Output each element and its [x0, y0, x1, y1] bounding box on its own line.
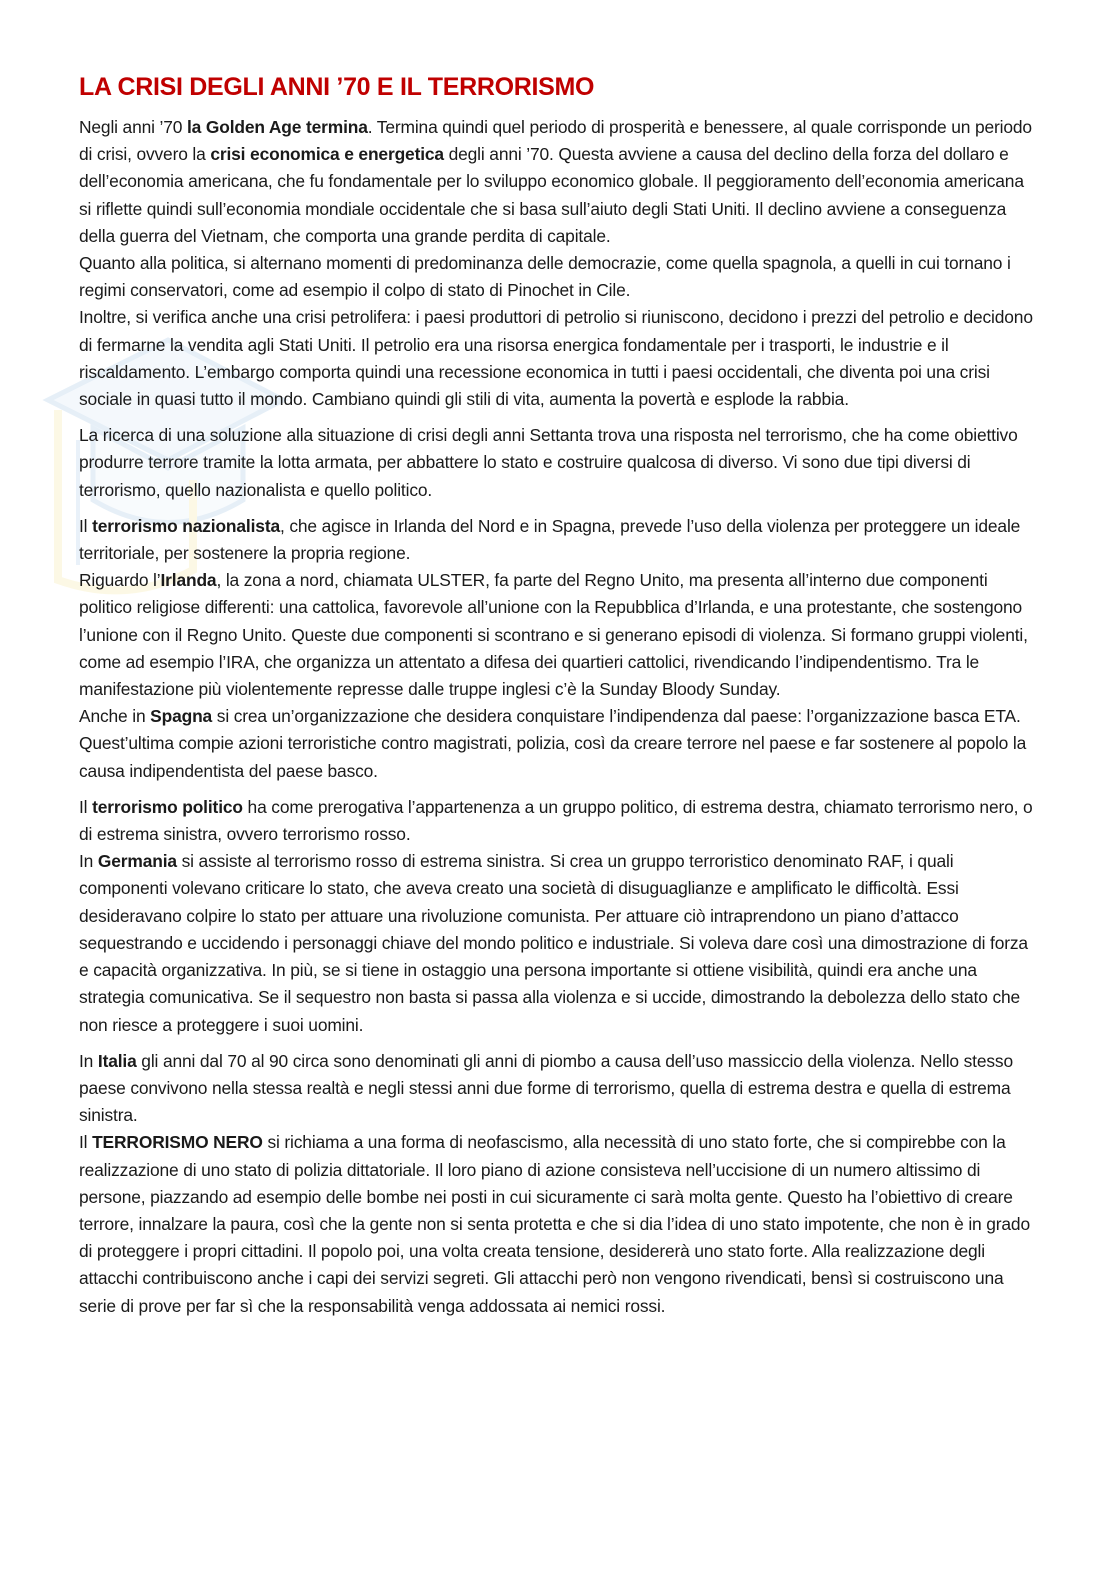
paragraph-terrorismo-nazionalista: Il terrorismo nazionalista, che agisce in Irlanda del Nord e in Spagna, prevede l’uso della violenza per proteggere un ideale territoriale, per sostenere la propria regione. [79, 515, 1021, 564]
bold-crisi-economica: crisi economica e energetica [210, 144, 444, 165]
bold-germania: Germania [97, 851, 177, 872]
bold-irlanda: Irlanda [160, 570, 217, 591]
paragraph-irlanda: Riguardo l’Irlanda, la zona a nord, chiamata ULSTER, fa parte del Regno Unito, ma presenta all’interno due componenti politico religiose differenti: una cattolica, favorevole all’unione con la Repubblica d’Irlanda, e una protestante, che sostengono l’unione con il Regno Unito. Queste due componenti si scontrano e si generano episodi di violenza. Si formano gruppi violenti, come ad esempio l’IRA, che organizza un attentato a difesa dei quartieri cattolici, rivendicando l’indipendentismo. Tra le manifestazione più violentemente represse dalle truppe inglesi c’è la Sunday Bloody Sunday. [79, 570, 1028, 700]
paragraph-italia: In Italia gli anni dal 70 al 90 circa sono denominati gli anni di piombo a causa dell’uso massiccio della violenza. Nello stesso paese convivono nella stessa realtà e negli stessi anni due forme di terrorismo, quella di estrema destra e quella di estrema sinistra. [79, 1050, 1013, 1126]
page-title: LA CRISI DEGLI ANNI ’70 E IL TERRORISMO [79, 73, 595, 101]
paragraph-terrorismo-politico: Il terrorismo politico ha come prerogativa l’appartenenza a un gruppo politico, di estrema destra, chiamato terrorismo nero, o di estrema sinistra, ovvero terrorismo rosso. [79, 796, 1033, 845]
paragraph-germania: In Germania si assiste al terrorismo rosso di estrema sinistra. Si crea un gruppo terroristico denominato RAF, i quali componenti volevano criticare lo stato, che aveva creato una società di disuguaglianze e amplificato le difficoltà. Essi desideravano colpire lo stato per attuare una rivoluzione comunista. Per attuare ciò intraprendono un piano d’attacco sequestrando e uccidendo i personaggi chiave del mondo politico e industriale. Si voleva dare così una dimostrazione di forza e capacità organizzativa. In più, se si tiene in ostaggio una persona importante si ottiene visibilità, quindi era anche una strategia comunicativa. Se il sequestro non basta si passa alla violenza e si uccide, dimostrando la debolezza dello stato che non riesce a proteggere i suoi uomini. [79, 851, 1028, 1035]
paragraph-politica: Quanto alla politica, si alternano momenti di predominanza delle democrazie, come quella spagnola, a quelli in cui tornano i regimi conservatori, come ad esempio il colpo di stato di Pinochet in Cile. [79, 253, 1011, 301]
paragraph-terrorismo-nero: Il TERRORISMO NERO si richiama a una forma di neofascismo, alla necessità di uno stato forte, che si compirebbe con la realizzazione di uno stato di polizia dittatoriale. Il loro piano di azione consisteva nell’uccisione di un numero altissimo di persone, piazzando ad esempio delle bombe nei posti in cui sicuramente ci sarà molta gente. Questo ha l’obiettivo di creare terrore, innalzare la paura, così che la gente non si senta protetta e che si dia l’idea di uno stato impotente, che non è in grado di proteggere i propri cittadini. Il popolo poi, una volta creata tensione, desidererà uno stato forte. Alla realizzazione degli attacchi contribuiscono anche i capi dei servizi segreti. Gli attacchi però non vengono rivendicati, bensì si costruiscono una serie di prove per far sì che la responsabilità venga addossata ai nemici rossi. [79, 1132, 1030, 1316]
bold-spagna: Spagna [150, 706, 213, 727]
document-page [79, 70, 1039, 1320]
paragraph-terrorismo-intro: La ricerca di una soluzione alla situazione di crisi degli anni Settanta trova una risposta nel terrorismo, che ha come obiettivo produrre terrore tramite la lotta armata, per abbattere lo stato e costruire qualcosa di diverso. Vi sono due tipi diversi di terrorismo, quello nazionalista e quello politico. [79, 425, 1018, 500]
bold-italia: Italia [97, 1050, 137, 1071]
bold-golden-age: la Golden Age termina [186, 117, 368, 137]
paragraph-spagna: Anche in Spagna si crea un’organizzazione che desidera conquistare l’indipendenza dal paese: l’organizzazione basca ETA. Quest’ultima compie azioni terroristiche contro magistrati, polizia, così da creare terrore nel paese e far sostenere al popolo la causa indipendentista del paese basco. [79, 706, 1027, 781]
bold-terrorismo-nero: TERRORISMO NERO [92, 1132, 263, 1153]
paragraph-crisi-petrolifera: Inoltre, si verifica anche una crisi petrolifera: i paesi produttori di petrolio si riuniscono, decidono i prezzi del petrolio e decidono di fermarne la vendita agli Stati Uniti. Il petrolio era una risorsa energica fondamentale per i trasporti, le industrie e il riscaldamento. L’embargo comporta quindi una recessione economica in tutti i paesi occidentali, che diventa poi una crisi sociale in quasi tutto il mondo. Cambiano quindi gli stili di vita, aumenta la povertà e esplode la rabbia. [79, 307, 1033, 410]
bold-terrorismo-politico: terrorismo politico [92, 796, 243, 817]
paragraph-golden-age: Negli anni ’70 la Golden Age termina. Termina quindi quel periodo di prosperità e benessere, al quale corrisponde un periodo di crisi, ovvero la crisi economica e energetica degli anni ’70. Questa avviene a causa del declino della forza del dollaro e dell’economia americana, che fu fondamentale per lo sviluppo economico globale. Il peggioramento dell’economia americana si riflette quindi sull’economia mondiale occidentale che si basa sull’aiuto degli Stati Uniti. Il declino avviene a conseguenza della guerra del Vietnam, che comporta una grande perdita di capitale. [79, 117, 1032, 246]
bold-terrorismo-nazionalista: terrorismo nazionalista [92, 515, 280, 536]
